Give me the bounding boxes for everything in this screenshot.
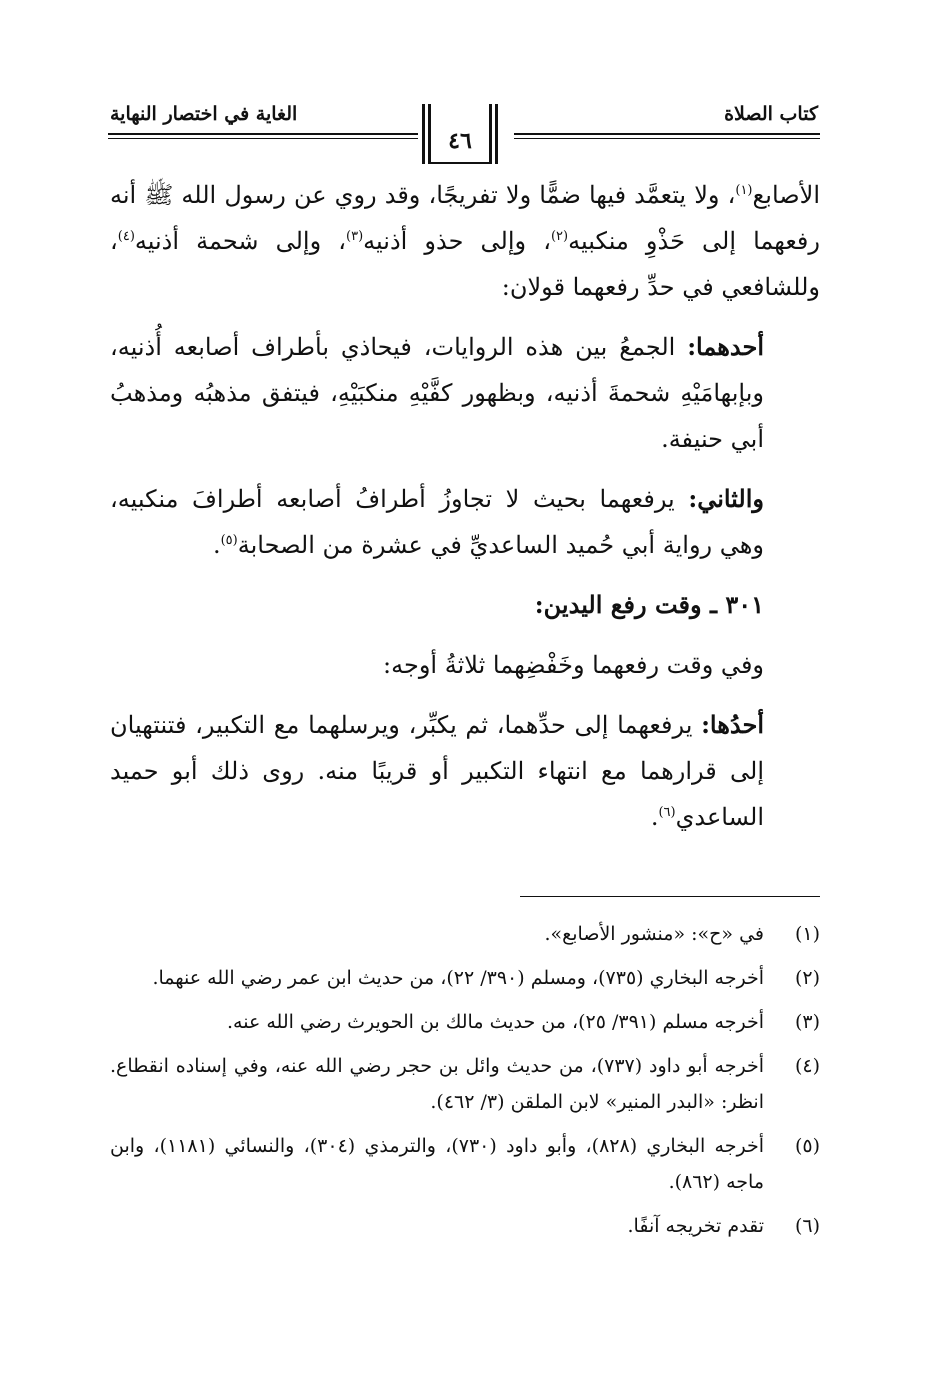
footnote-ref-3: (٣) xyxy=(346,229,364,244)
footnote-separator xyxy=(520,896,820,897)
footnote-text: أخرجه البخاري (٧٣٥)، ومسلم (٣٩٠/ ٢٢)، من حديث ابن عمر رضي الله عنهما. xyxy=(152,967,764,989)
paragraph-2: أحدهما: الجمعُ بين هذه الروايات، فيحاذي بأطراف أصابعه أُذنيه، وبإبهامَيْهِ شحمةَ أذنيه، وبظهور كفَّيْهِ منكبَيْهِ، فيتفق مذهبُه ومذهبُ أبي حنيفة. xyxy=(110,332,764,453)
lead-word: والثاني: xyxy=(688,484,764,513)
footnote-number: (١) xyxy=(794,923,820,945)
paragraph-5: أحدُها: يرفعهما إلى حدِّهما، ثم يكبِّر، ويرسلهما مع التكبير، فتنتهيان إلى قرارهما مع انتهاء التكبير أو قريبًا منه. روى ذلك أبو حميد الساعدي$^{(٦)}$. xyxy=(110,710,764,831)
paragraph-3: والثاني: يرفعهما بحيث لا تجاوزُ أطرافُ أصابعه أطرافَ منكبيه، وهي رواية أبي حُميد الساعديِّ في عشرة من الصحابة$^{(٥)}$. xyxy=(110,484,764,559)
footnote-number: (٣) xyxy=(794,1011,820,1033)
footnote-ref-1: (١) xyxy=(735,183,753,198)
section-heading: ٣٠١ ـ وقت رفع اليدين: xyxy=(534,590,764,619)
footnote xyxy=(110,1208,820,1244)
footnote-ref-4: (٤) xyxy=(117,229,135,244)
main-text xyxy=(110,172,820,840)
footnote-text: أخرجه مسلم (٣٩١/ ٢٥)، من حديث مالك بن الحويرث رضي الله عنه. xyxy=(227,1011,764,1033)
page-number-frame xyxy=(420,104,500,164)
footnote-text: في «ح»: «منشور الأصابع». xyxy=(544,923,764,945)
footnote-ref-6: (٦) xyxy=(658,805,676,820)
lead-word: أحدُها: xyxy=(701,710,764,739)
chapter-title: كتاب الصلاة xyxy=(724,103,818,125)
header-rule-right xyxy=(514,133,820,135)
footnote xyxy=(110,1048,820,1120)
footnote-number: (٢) xyxy=(794,967,820,989)
footnote xyxy=(110,1128,820,1200)
footnote xyxy=(110,1004,820,1040)
page-number: ٤٦ xyxy=(448,128,472,154)
header-rule-left-thin xyxy=(108,138,418,139)
footnotes xyxy=(110,916,820,1252)
lead-word: أحدهما: xyxy=(687,332,764,361)
footnote-ref-2: (٢) xyxy=(550,229,569,244)
footnote-number: (٦) xyxy=(794,1215,820,1237)
footnote xyxy=(110,916,820,952)
book-title: الغاية في اختصار النهاية xyxy=(110,103,298,125)
header-rule-right-thin xyxy=(514,138,820,139)
footnote-number: (٤) xyxy=(794,1055,820,1077)
paragraph-1: الأصابع$^{(١)}$، ولا يتعمَّد فيها ضمًّا ولا تفريجًا، وقد روي عن رسول الله ﷺ أنه رفعهما إلى حَذْوِ منكبيه$^{(٢)}$، وإلى حذو أذنيه$^{(٣)}$، وإلى شحمة أذنيه$^{(٤)}$، وللشافعي في حدِّ رفعهما قولان: xyxy=(110,181,820,301)
footnote xyxy=(110,960,820,996)
footnote-ref-5: (٥) xyxy=(220,533,238,548)
header-rule-left xyxy=(108,133,418,135)
footnote-text: تقدم تخريجه آنفًا. xyxy=(627,1215,764,1237)
footnote-number: (٥) xyxy=(794,1135,820,1157)
footnote-text: أخرجه أبو داود (٧٣٧)، من حديث وائل بن حجر رضي الله عنه، وفي إسناده انقطاع. انظر: «البدر المنير» لابن الملقن (٣/ ٤٦٢). xyxy=(110,1055,764,1113)
footnote-text: أخرجه البخاري (٨٢٨)، وأبو داود (٧٣٠)، والترمذي (٣٠٤)، والنسائي (١١٨١)، وابن ماجه (٨٦٢). xyxy=(110,1135,764,1193)
paragraph-4: وفي وقت رفعهما وخَفْضِهما ثلاثةُ أوجه: xyxy=(383,651,764,679)
